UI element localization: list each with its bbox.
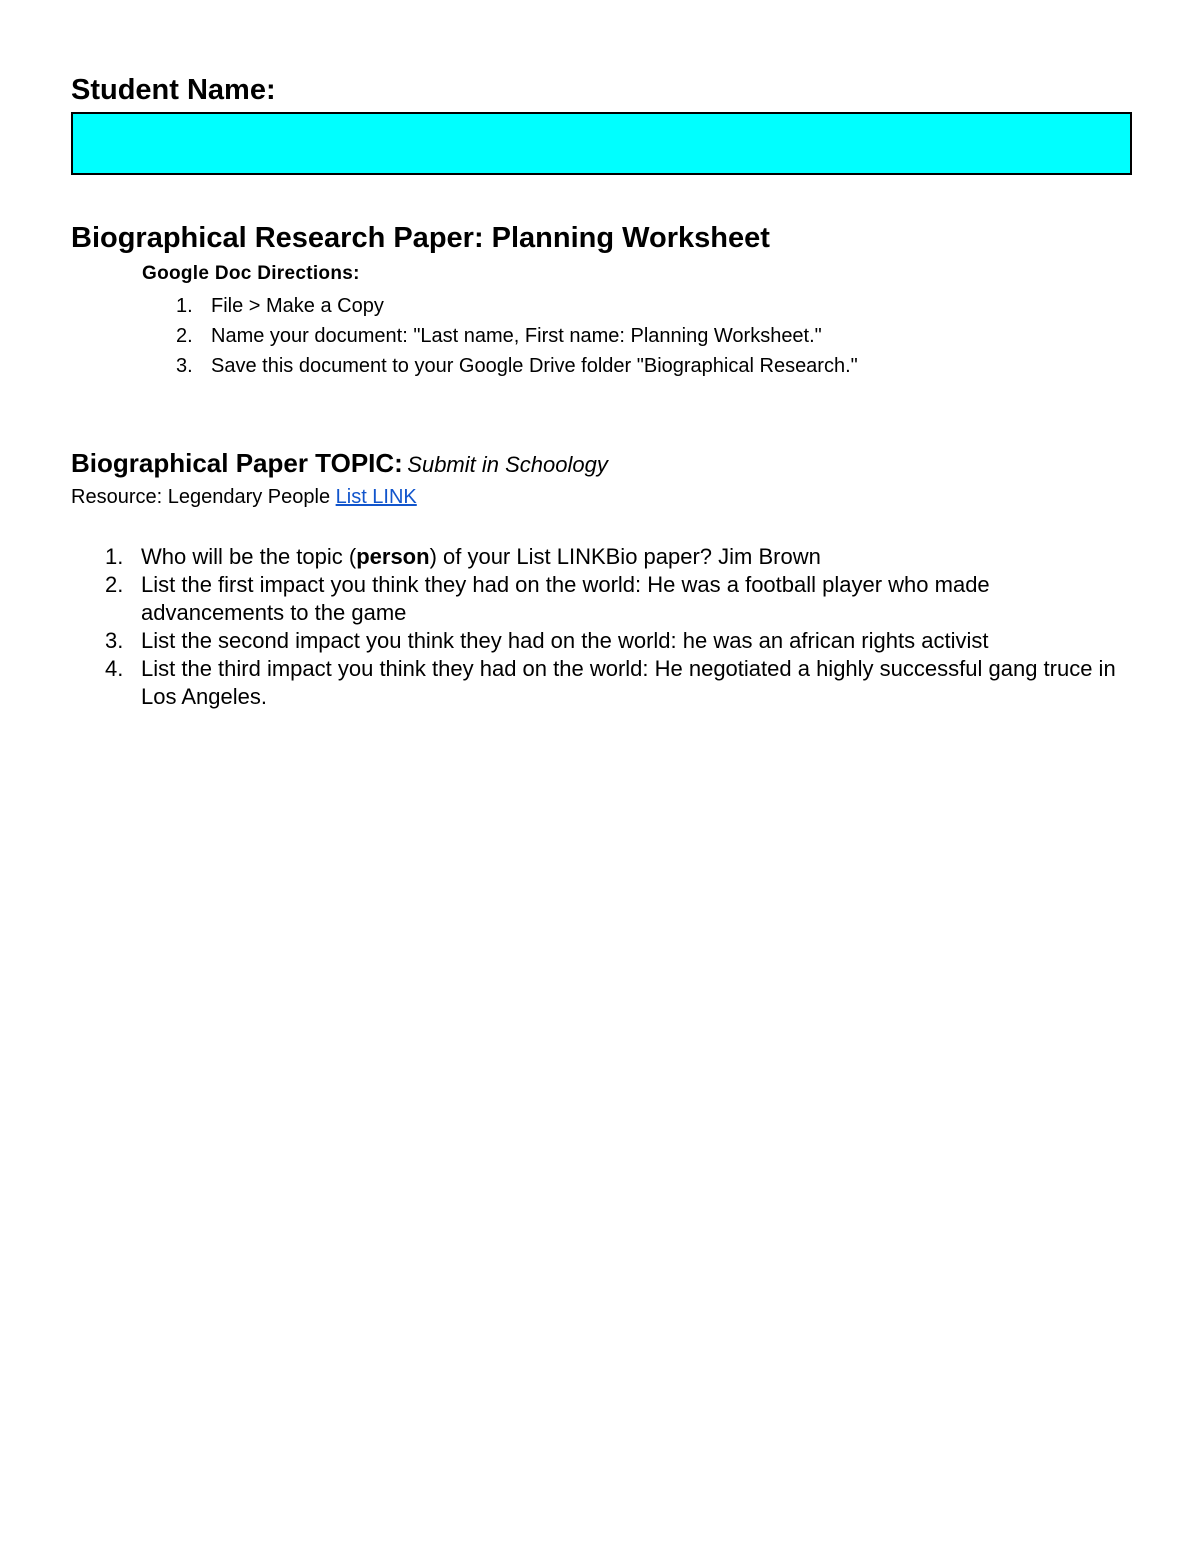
question-item xyxy=(71,655,1131,711)
list-item xyxy=(142,291,858,321)
list-item-text: Name your document: "Last name, First name: Planning Worksheet." xyxy=(211,325,822,347)
student-name-label: Student Name: xyxy=(71,74,276,106)
directions-list xyxy=(142,291,858,381)
directions-heading: Google Doc Directions: xyxy=(142,263,360,284)
topic-heading-bold: Biographical Paper TOPIC: xyxy=(71,448,403,478)
page-title: Biographical Research Paper: Planning Worksheet xyxy=(71,222,770,254)
question-number: 4. xyxy=(105,656,124,681)
question-number: 2. xyxy=(105,572,124,597)
questions-list xyxy=(71,543,1131,711)
question-text-before: Who will be the topic ( xyxy=(141,544,357,569)
list-link[interactable]: List LINK xyxy=(335,486,417,508)
list-item xyxy=(142,321,858,351)
list-number: 3. xyxy=(176,355,193,377)
list-number: 1. xyxy=(176,295,193,317)
question-text: List the first impact you think they had on the world: He was a football player who made advancements to the game xyxy=(141,572,990,625)
topic-heading-italic: Submit in Schoology xyxy=(407,452,608,477)
list-number: 2. xyxy=(176,325,193,347)
question-text: List the second impact you think they had on the world: he was an african rights activist xyxy=(141,628,989,653)
question-bold-word: person xyxy=(356,544,430,569)
student-name-field[interactable] xyxy=(71,112,1132,175)
question-item xyxy=(71,627,1131,655)
list-item-text: File > Make a Copy xyxy=(211,295,384,317)
list-item xyxy=(142,351,858,381)
question-text: List the third impact you think they had on the world: He negotiated a highly successful gang truce in Los Angeles. xyxy=(141,656,1116,709)
question-number: 1. xyxy=(105,544,124,569)
resource-line xyxy=(71,483,417,511)
question-item xyxy=(71,543,1131,571)
question-text-after: ) of your List LINKBio paper? Jim Brown xyxy=(429,544,821,569)
question-item xyxy=(71,571,1131,627)
question-number: 3. xyxy=(105,628,124,653)
topic-heading xyxy=(71,446,608,485)
list-item-text: Save this document to your Google Drive folder "Biographical Research." xyxy=(211,355,858,377)
resource-prefix: Resource: Legendary People xyxy=(71,486,336,508)
